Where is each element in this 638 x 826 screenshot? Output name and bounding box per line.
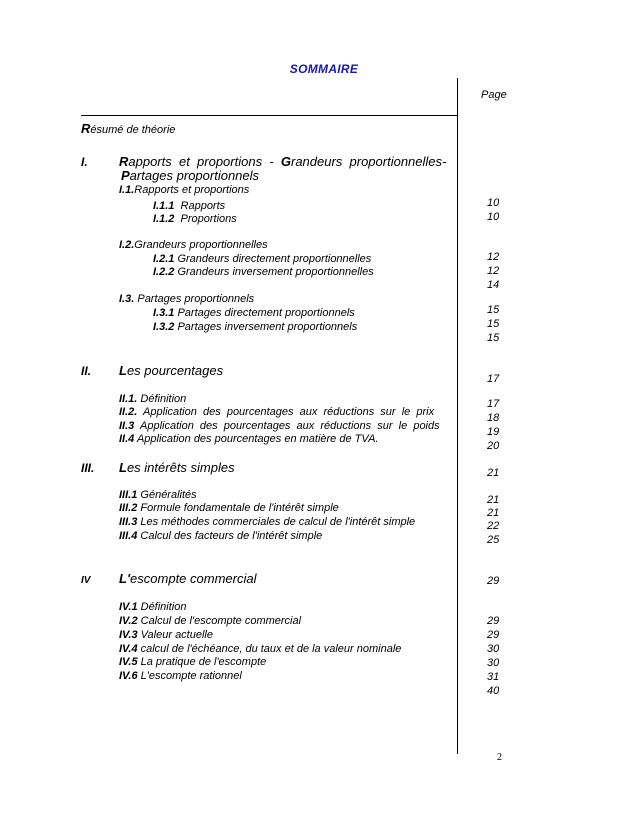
section-3-cap: L [119,460,127,475]
toc-page: 30 [487,657,500,669]
section-1-cap2: G [280,154,291,169]
toc-label: Formule fondamentale de l'intérêt simple [137,502,339,514]
toc-page: 21 [487,507,500,519]
toc-entry-II-4 [119,433,378,445]
toc-num: IV.4 [119,643,138,655]
section-2-title [119,363,223,378]
toc-label: Rapports et proportions [134,184,250,196]
resume-rest: ésumé de théorie [90,124,176,136]
section-1-text-c: artages proportionnels [129,168,260,183]
footer-page-number: 2 [497,752,502,763]
toc-label: Définition [137,393,187,405]
section-1-number: I. [81,155,88,169]
toc-entry-I-3-1 [153,307,355,319]
toc-num: I.3. [119,293,135,305]
toc-num: IV.1 [119,601,138,613]
toc-page: 21 [487,467,500,479]
section-2-text: es pourcentages [126,363,224,378]
section-4-number: IV [81,575,91,586]
toc-label: Calcul des facteurs de l'intérêt simple [137,530,323,542]
toc-label: Application des pourcentages en matière de TVA. [134,433,379,445]
toc-label: Grandeurs proportionnelles [134,239,268,251]
toc-entry-II-3 [119,420,440,432]
toc-page: 40 [487,685,500,697]
toc-label: Généralités [137,489,197,501]
toc-label: Application des pourcentages aux réductions sur le poids [134,420,440,432]
section-2-cap: L [119,363,127,378]
toc-num: I.3.1 [153,307,175,319]
section-2-number: II. [81,364,92,378]
toc-label: La pratique de l'escompte [137,656,267,668]
toc-num: II.3 [119,420,135,432]
toc-page: 15 [487,332,500,344]
section-3-text: es intérêts simples [126,460,235,475]
toc-num: II.4 [119,433,135,445]
toc-page: 29 [487,629,500,641]
toc-page: 12 [487,265,500,277]
toc-label: Calcul de l'escompte commercial [137,615,302,627]
toc-num: IV.5 [119,656,138,668]
toc-num: III.1 [119,489,138,501]
toc-page: 29 [487,615,500,627]
toc-entry-IV-4 [119,643,401,655]
toc-page: 17 [487,398,500,410]
toc-entry-I-2-1 [153,253,371,265]
toc-entry-III-1 [119,489,197,501]
toc-num: IV.2 [119,615,138,627]
toc-entry-I-1-1 [153,200,225,212]
toc-entry-II-1 [119,393,186,405]
toc-label: Partages inversement proportionnels [174,321,358,333]
toc-entry-IV-1 [119,601,186,613]
toc-page: 10 [487,211,500,223]
toc-label: Partages directement proportionnels [174,307,355,319]
toc-label: Grandeurs inversement proportionnelles [174,266,374,278]
toc-num: I.1.1 [153,200,175,212]
toc-entry-IV-3 [119,629,213,641]
toc-page: 15 [487,304,500,316]
page-column-header: Page [481,89,507,101]
section-4-cap: L' [119,571,131,586]
toc-page: 17 [487,373,500,385]
toc-page: 12 [487,251,500,263]
section-1-text-b: randeurs proportionnelles- [290,154,447,169]
toc-label: Valeur actuelle [137,629,213,641]
resume-heading [81,121,175,136]
toc-entry-III-3 [119,516,415,528]
toc-entry-III-2 [119,502,339,514]
toc-entry-IV-5 [119,656,266,668]
page-title: SOMMAIRE [289,62,359,76]
toc-num: I.3.2 [153,321,175,333]
section-3-number: III. [81,461,95,475]
toc-num: IV.6 [119,670,138,682]
toc-num: III.4 [119,530,138,542]
toc-label: Grandeurs directement proportionnelles [174,253,372,265]
header-rule [81,115,457,116]
section-4-title [119,571,256,586]
page-column-divider [457,78,458,754]
toc-label: Application des pourcentages aux réductions sur le prix [137,406,435,418]
toc-page: 14 [487,279,500,291]
toc-page: 22 [487,520,500,532]
toc-entry-I-3 [119,293,254,305]
toc-entry-IV-6 [119,670,242,682]
section-1-title-line1 [119,154,446,169]
toc-num: III.3 [119,516,138,528]
toc-page: 15 [487,318,500,330]
toc-entry-IV-2 [119,615,301,627]
section-1-text-a: apports et proportions - [128,154,281,169]
toc-num: I.2. [119,239,135,251]
section-3-title [119,460,235,475]
toc-label: L'escompte rationnel [137,670,242,682]
toc-entry-I-3-2 [153,321,357,333]
resume-cap: R [81,121,91,136]
section-1-title-line2 [121,168,259,183]
toc-label: Proportions [174,213,237,225]
toc-num: I.1. [119,184,135,196]
toc-entry-II-2 [119,406,434,418]
toc-entry-I-1-2 [153,213,237,225]
toc-page: 25 [487,534,500,546]
toc-label: Partages proportionnels [134,293,255,305]
toc-entry-I-2 [119,239,268,251]
toc-page: 20 [487,440,500,452]
toc-label: calcul de l'échéance, du taux et de la valeur nominale [137,643,402,655]
section-4-text: escompte commercial [130,571,257,586]
toc-page: 30 [487,643,500,655]
section-1-cap3: P [121,168,130,183]
toc-entry-III-4 [119,530,322,542]
toc-label: Les méthodes commerciales de calcul de l'intérêt simple [137,516,416,528]
toc-num: I.2.1 [153,253,175,265]
toc-num: I.2.2 [153,266,175,278]
toc-num: IV.3 [119,629,138,641]
toc-page: 19 [487,426,500,438]
section-1-cap1: R [119,154,129,169]
toc-label: Définition [137,601,187,613]
toc-page: 18 [487,412,500,424]
toc-num: III.2 [119,502,138,514]
toc-page: 10 [487,197,500,209]
toc-num: I.1.2 [153,213,175,225]
toc-num: II.1. [119,393,138,405]
toc-page: 31 [487,671,500,683]
toc-entry-I-2-2 [153,266,374,278]
toc-label: Rapports [174,200,226,212]
toc-page: 29 [487,575,500,587]
toc-num: II.2. [119,406,138,418]
toc-page: 21 [487,494,500,506]
toc-entry-I-1 [119,184,249,196]
